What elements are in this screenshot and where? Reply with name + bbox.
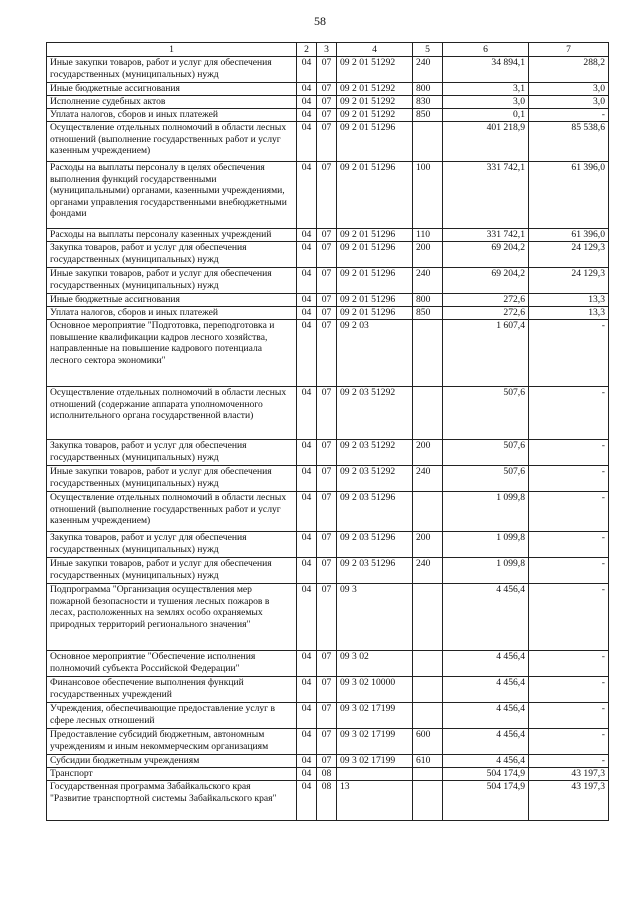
row-subsection-cell: 07 xyxy=(317,755,337,768)
row-subsection-cell: 07 xyxy=(317,83,337,96)
row-section-cell: 04 xyxy=(297,96,317,109)
row-section-cell: 04 xyxy=(297,122,317,162)
header-row xyxy=(47,43,609,57)
row-amount-col7-cell: - xyxy=(529,755,609,768)
header-col-2: 2 xyxy=(297,43,317,57)
row-section-cell: 04 xyxy=(297,651,317,677)
row-target-article-cell: 09 2 03 51292 xyxy=(337,466,413,492)
row-target-article-cell: 09 2 01 51296 xyxy=(337,307,413,320)
row-target-article-cell: 09 2 01 51296 xyxy=(337,122,413,162)
row-name-cell: Осуществление отдельных полномочий в области лесных отношений (содержание аппарата уполномоченного исполнительного органа государственной власти) xyxy=(47,387,297,440)
row-target-article-cell: 09 3 xyxy=(337,584,413,651)
row-subsection-cell: 08 xyxy=(317,781,337,821)
row-section-cell: 04 xyxy=(297,558,317,584)
header-col-3: 3 xyxy=(317,43,337,57)
row-expense-type-cell: 830 xyxy=(413,96,443,109)
row-subsection-cell: 07 xyxy=(317,466,337,492)
row-section-cell: 04 xyxy=(297,57,317,83)
table-row xyxy=(47,768,609,781)
row-section-cell: 04 xyxy=(297,387,317,440)
row-name-cell: Иные закупки товаров, работ и услуг для обеспечения государственных (муниципальных) нужд xyxy=(47,558,297,584)
row-name-cell: Государственная программа Забайкальского края "Развитие транспортной системы Забайкальского края" xyxy=(47,781,297,821)
row-amount-col7-cell: - xyxy=(529,729,609,755)
row-subsection-cell: 07 xyxy=(317,122,337,162)
page-number: 58 xyxy=(314,14,326,28)
row-section-cell: 04 xyxy=(297,768,317,781)
row-name-cell: Иные закупки товаров, работ и услуг для обеспечения государственных (муниципальных) нужд xyxy=(47,268,297,294)
table-body xyxy=(47,57,609,821)
row-amount-col6-cell: 4 456,4 xyxy=(443,651,529,677)
row-amount-col6-cell: 331 742,1 xyxy=(443,162,529,229)
row-subsection-cell: 07 xyxy=(317,440,337,466)
row-target-article-cell: 09 2 03 xyxy=(337,320,413,387)
row-expense-type-cell: 800 xyxy=(413,294,443,307)
row-section-cell: 04 xyxy=(297,440,317,466)
table-row xyxy=(47,584,609,651)
row-section-cell: 04 xyxy=(297,677,317,703)
row-target-article-cell: 09 3 02 17199 xyxy=(337,729,413,755)
row-section-cell: 04 xyxy=(297,242,317,268)
table-row xyxy=(47,122,609,162)
row-amount-col6-cell: 507,6 xyxy=(443,466,529,492)
header-col-6: 6 xyxy=(443,43,529,57)
row-amount-col7-cell: - xyxy=(529,532,609,558)
row-amount-col7-cell: 288,2 xyxy=(529,57,609,83)
row-expense-type-cell xyxy=(413,768,443,781)
row-expense-type-cell: 600 xyxy=(413,729,443,755)
row-section-cell: 04 xyxy=(297,109,317,122)
table-row xyxy=(47,729,609,755)
row-expense-type-cell: 200 xyxy=(413,532,443,558)
row-section-cell: 04 xyxy=(297,584,317,651)
table-row xyxy=(47,466,609,492)
row-amount-col7-cell: 85 538,6 xyxy=(529,122,609,162)
row-amount-col7-cell: - xyxy=(529,492,609,532)
table-row xyxy=(47,677,609,703)
row-amount-col7-cell: - xyxy=(529,440,609,466)
row-amount-col6-cell: 4 456,4 xyxy=(443,755,529,768)
table-row xyxy=(47,387,609,440)
table-row xyxy=(47,268,609,294)
row-target-article-cell: 09 2 03 51296 xyxy=(337,558,413,584)
row-target-article-cell: 09 3 02 17199 xyxy=(337,703,413,729)
row-subsection-cell: 07 xyxy=(317,162,337,229)
row-amount-col6-cell: 1 099,8 xyxy=(443,532,529,558)
row-amount-col6-cell: 4 456,4 xyxy=(443,729,529,755)
row-expense-type-cell: 240 xyxy=(413,57,443,83)
row-amount-col6-cell: 1 099,8 xyxy=(443,492,529,532)
row-name-cell: Иные закупки товаров, работ и услуг для обеспечения государственных (муниципальных) нужд xyxy=(47,57,297,83)
row-subsection-cell: 07 xyxy=(317,294,337,307)
row-target-article-cell: 09 2 01 51292 xyxy=(337,57,413,83)
row-name-cell: Закупка товаров, работ и услуг для обеспечения государственных (муниципальных) нужд xyxy=(47,440,297,466)
row-expense-type-cell xyxy=(413,492,443,532)
row-amount-col7-cell: 43 197,3 xyxy=(529,781,609,821)
row-subsection-cell: 07 xyxy=(317,109,337,122)
row-expense-type-cell xyxy=(413,122,443,162)
row-expense-type-cell: 800 xyxy=(413,83,443,96)
row-expense-type-cell xyxy=(413,677,443,703)
row-name-cell: Иные закупки товаров, работ и услуг для обеспечения государственных (муниципальных) нужд xyxy=(47,466,297,492)
row-amount-col7-cell: 13,3 xyxy=(529,294,609,307)
row-amount-col6-cell: 272,6 xyxy=(443,294,529,307)
row-target-article-cell: 09 3 02 10000 xyxy=(337,677,413,703)
table-row xyxy=(47,57,609,83)
row-expense-type-cell: 100 xyxy=(413,162,443,229)
row-name-cell: Основное мероприятие "Подготовка, переподготовка и повышение квалификации кадров лесного хозяйства, направленные на повышение кадрового потенциала лесного сектора экономики" xyxy=(47,320,297,387)
row-expense-type-cell: 240 xyxy=(413,558,443,584)
row-amount-col6-cell: 69 204,2 xyxy=(443,268,529,294)
table-row xyxy=(47,109,609,122)
row-amount-col7-cell: - xyxy=(529,651,609,677)
table-row xyxy=(47,492,609,532)
row-name-cell: Финансовое обеспечение выполнения функций государственных учреждений xyxy=(47,677,297,703)
row-amount-col6-cell: 401 218,9 xyxy=(443,122,529,162)
row-target-article-cell: 09 2 01 51296 xyxy=(337,242,413,268)
row-amount-col6-cell: 3,0 xyxy=(443,96,529,109)
row-amount-col6-cell: 504 174,9 xyxy=(443,768,529,781)
row-amount-col6-cell: 3,1 xyxy=(443,83,529,96)
table-row xyxy=(47,83,609,96)
table-row xyxy=(47,320,609,387)
table-row xyxy=(47,294,609,307)
row-amount-col7-cell: - xyxy=(529,584,609,651)
row-target-article-cell: 09 2 03 51296 xyxy=(337,532,413,558)
row-subsection-cell: 07 xyxy=(317,320,337,387)
row-target-article-cell: 09 3 02 17199 xyxy=(337,755,413,768)
row-section-cell: 04 xyxy=(297,83,317,96)
row-amount-col7-cell: 3,0 xyxy=(529,96,609,109)
row-name-cell: Предоставление субсидий бюджетным, автономным учреждениям и иным некоммерческим организациям xyxy=(47,729,297,755)
row-section-cell: 04 xyxy=(297,294,317,307)
row-target-article-cell: 09 2 01 51296 xyxy=(337,268,413,294)
row-subsection-cell: 07 xyxy=(317,651,337,677)
row-amount-col7-cell: 24 129,3 xyxy=(529,242,609,268)
row-target-article-cell: 09 3 02 xyxy=(337,651,413,677)
row-amount-col7-cell: 24 129,3 xyxy=(529,268,609,294)
table-row xyxy=(47,755,609,768)
row-amount-col6-cell: 1 099,8 xyxy=(443,558,529,584)
row-amount-col7-cell: 3,0 xyxy=(529,83,609,96)
table-row xyxy=(47,781,609,821)
row-section-cell: 04 xyxy=(297,755,317,768)
row-subsection-cell: 07 xyxy=(317,492,337,532)
row-amount-col7-cell: 61 396,0 xyxy=(529,229,609,242)
row-target-article-cell: 13 xyxy=(337,781,413,821)
row-section-cell: 04 xyxy=(297,162,317,229)
row-amount-col6-cell: 69 204,2 xyxy=(443,242,529,268)
row-name-cell: Расходы на выплаты персоналу в целях обеспечения выполнения функций государственными (муниципальными) органами, казенными учреждениями, органами управления государственными внебюджетными фондами xyxy=(47,162,297,229)
row-section-cell: 04 xyxy=(297,729,317,755)
row-section-cell: 04 xyxy=(297,268,317,294)
row-name-cell: Расходы на выплаты персоналу казенных учреждений xyxy=(47,229,297,242)
row-amount-col7-cell: - xyxy=(529,320,609,387)
budget-table xyxy=(46,42,609,821)
row-section-cell: 04 xyxy=(297,781,317,821)
row-expense-type-cell: 850 xyxy=(413,109,443,122)
row-target-article-cell: 09 2 01 51296 xyxy=(337,162,413,229)
row-expense-type-cell: 850 xyxy=(413,307,443,320)
row-name-cell: Уплата налогов, сборов и иных платежей xyxy=(47,307,297,320)
table-row xyxy=(47,651,609,677)
row-amount-col7-cell: 13,3 xyxy=(529,307,609,320)
row-name-cell: Исполнение судебных актов xyxy=(47,96,297,109)
row-expense-type-cell: 240 xyxy=(413,268,443,294)
header-col-7: 7 xyxy=(529,43,609,57)
row-name-cell: Подпрограмма "Организация осуществления мер пожарной безопасности и тушения лесных пожаров в лесах, расположенных на землях особо охраняемых природных территорий регионального значения" xyxy=(47,584,297,651)
row-amount-col6-cell: 1 607,4 xyxy=(443,320,529,387)
row-amount-col6-cell: 4 456,4 xyxy=(443,677,529,703)
table-row xyxy=(47,440,609,466)
row-name-cell: Основное мероприятие "Обеспечение исполнения полномочий субъекта Российской Федерации" xyxy=(47,651,297,677)
row-amount-col7-cell: - xyxy=(529,466,609,492)
row-name-cell: Субсидии бюджетным учреждениям xyxy=(47,755,297,768)
row-subsection-cell: 07 xyxy=(317,57,337,83)
row-amount-col6-cell: 34 894,1 xyxy=(443,57,529,83)
row-name-cell: Учреждения, обеспечивающие предоставление услуг в сфере лесных отношений xyxy=(47,703,297,729)
table-row xyxy=(47,162,609,229)
row-name-cell: Осуществление отдельных полномочий в области лесных отношений (выполнение государственных работ и услуг казенным учреждением) xyxy=(47,492,297,532)
row-subsection-cell: 08 xyxy=(317,768,337,781)
row-amount-col6-cell: 4 456,4 xyxy=(443,703,529,729)
row-target-article-cell: 09 2 03 51292 xyxy=(337,387,413,440)
table-row xyxy=(47,242,609,268)
row-section-cell: 04 xyxy=(297,320,317,387)
row-amount-col6-cell: 507,6 xyxy=(443,440,529,466)
row-subsection-cell: 07 xyxy=(317,584,337,651)
row-expense-type-cell xyxy=(413,703,443,729)
row-name-cell: Иные бюджетные ассигнования xyxy=(47,294,297,307)
row-amount-col7-cell: - xyxy=(529,558,609,584)
row-expense-type-cell: 610 xyxy=(413,755,443,768)
row-name-cell: Уплата налогов, сборов и иных платежей xyxy=(47,109,297,122)
row-subsection-cell: 07 xyxy=(317,96,337,109)
row-name-cell: Иные бюджетные ассигнования xyxy=(47,83,297,96)
row-target-article-cell: 09 2 01 51296 xyxy=(337,229,413,242)
row-subsection-cell: 07 xyxy=(317,268,337,294)
row-amount-col6-cell: 504 174,9 xyxy=(443,781,529,821)
row-amount-col6-cell: 4 456,4 xyxy=(443,584,529,651)
row-target-article-cell: 09 2 03 51292 xyxy=(337,440,413,466)
row-name-cell: Закупка товаров, работ и услуг для обеспечения государственных (муниципальных) нужд xyxy=(47,532,297,558)
row-amount-col7-cell: - xyxy=(529,677,609,703)
row-amount-col6-cell: 0,1 xyxy=(443,109,529,122)
row-amount-col7-cell: 43 197,3 xyxy=(529,768,609,781)
row-amount-col7-cell: 61 396,0 xyxy=(529,162,609,229)
row-section-cell: 04 xyxy=(297,532,317,558)
row-expense-type-cell xyxy=(413,387,443,440)
row-target-article-cell: 09 2 01 51292 xyxy=(337,83,413,96)
row-expense-type-cell xyxy=(413,584,443,651)
row-subsection-cell: 07 xyxy=(317,729,337,755)
row-target-article-cell: 09 2 01 51296 xyxy=(337,294,413,307)
header-col-4: 4 xyxy=(337,43,413,57)
row-subsection-cell: 07 xyxy=(317,703,337,729)
table-row xyxy=(47,703,609,729)
row-section-cell: 04 xyxy=(297,492,317,532)
header-col-5: 5 xyxy=(413,43,443,57)
row-expense-type-cell: 200 xyxy=(413,440,443,466)
row-expense-type-cell xyxy=(413,651,443,677)
row-section-cell: 04 xyxy=(297,307,317,320)
row-subsection-cell: 07 xyxy=(317,307,337,320)
row-subsection-cell: 07 xyxy=(317,558,337,584)
row-amount-col7-cell: - xyxy=(529,109,609,122)
row-amount-col6-cell: 272,6 xyxy=(443,307,529,320)
header-col-1: 1 xyxy=(47,43,297,57)
row-amount-col7-cell: - xyxy=(529,703,609,729)
row-subsection-cell: 07 xyxy=(317,677,337,703)
row-section-cell: 04 xyxy=(297,703,317,729)
row-target-article-cell xyxy=(337,768,413,781)
row-name-cell: Закупка товаров, работ и услуг для обеспечения государственных (муниципальных) нужд xyxy=(47,242,297,268)
row-expense-type-cell: 240 xyxy=(413,466,443,492)
row-amount-col7-cell: - xyxy=(529,387,609,440)
row-target-article-cell: 09 2 01 51292 xyxy=(337,96,413,109)
row-target-article-cell: 09 2 01 51292 xyxy=(337,109,413,122)
table-row xyxy=(47,558,609,584)
row-section-cell: 04 xyxy=(297,466,317,492)
row-subsection-cell: 07 xyxy=(317,229,337,242)
row-target-article-cell: 09 2 03 51296 xyxy=(337,492,413,532)
row-subsection-cell: 07 xyxy=(317,532,337,558)
row-expense-type-cell: 200 xyxy=(413,242,443,268)
table-row xyxy=(47,96,609,109)
table-row xyxy=(47,229,609,242)
row-name-cell: Транспорт xyxy=(47,768,297,781)
row-subsection-cell: 07 xyxy=(317,242,337,268)
row-expense-type-cell xyxy=(413,781,443,821)
row-subsection-cell: 07 xyxy=(317,387,337,440)
row-expense-type-cell xyxy=(413,320,443,387)
row-section-cell: 04 xyxy=(297,229,317,242)
table-row xyxy=(47,307,609,320)
row-amount-col6-cell: 331 742,1 xyxy=(443,229,529,242)
row-name-cell: Осуществление отдельных полномочий в области лесных отношений (выполнение государственных работ и услуг казенным учреждением) xyxy=(47,122,297,162)
table-row xyxy=(47,532,609,558)
row-expense-type-cell: 110 xyxy=(413,229,443,242)
row-amount-col6-cell: 507,6 xyxy=(443,387,529,440)
